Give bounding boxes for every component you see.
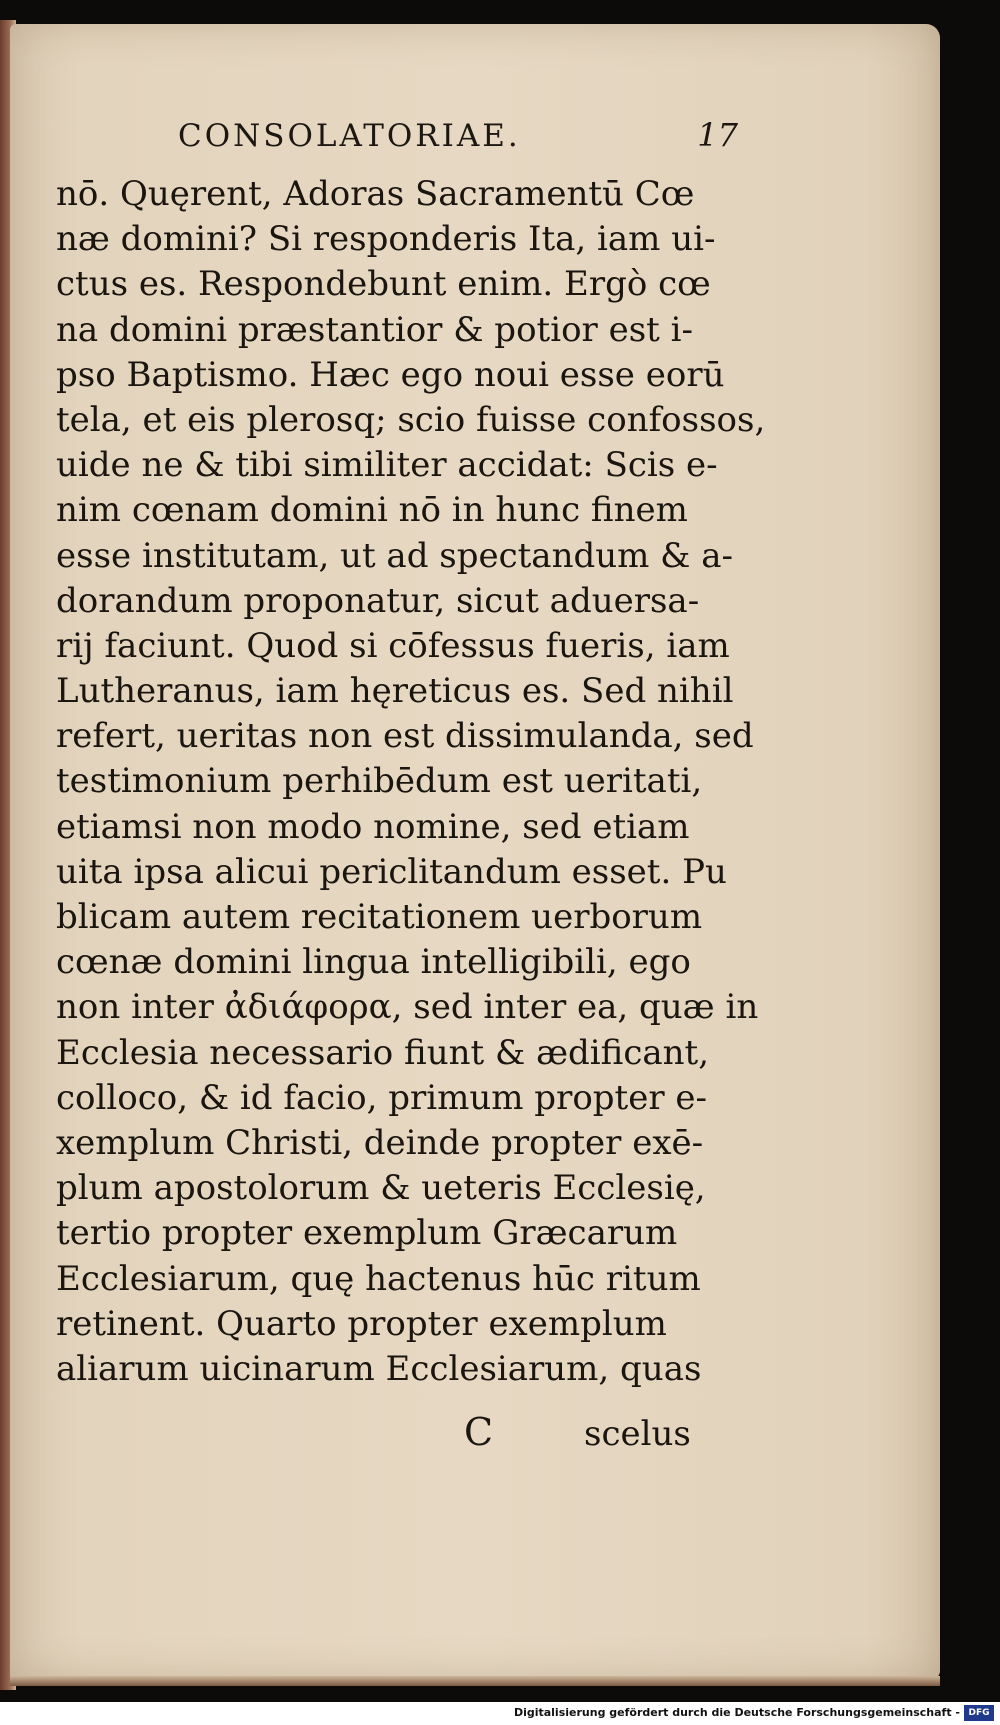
text-line: non inter ἀδιάφορα, sed inter ea, quæ in [56,987,759,1028]
text-line: dorandum proponatur, sicut aduersa- [56,580,700,621]
page-bottom-edge [10,1676,940,1686]
credit-bar [0,1702,1000,1725]
text-line: esse institutam, ut ad spectandum & a- [56,535,734,576]
text-line: plum apostolorum & ueteris Ecclesię, [56,1168,706,1209]
signature-mark: C [464,1410,494,1454]
text-line: tertio propter exemplum Græcarum [56,1213,678,1254]
text-line: colloco, & id facio, primum propter e- [56,1077,708,1118]
text-line: na domini præstantior & potior est i- [56,309,694,350]
text-line: nō. Quęrent, Adoras Sacramentū Cœ [56,174,695,214]
text-line: cœnæ domini lingua intelligibili, ego [56,942,691,983]
body-text [56,172,776,1392]
credit-text: Digitalisierung gefördert durch die Deutsche Forschungsgemeinschaft - [513,1706,960,1719]
page-footer [460,1410,760,1466]
text-line: ctus es. Respondebunt enim. Ergò cœ [56,264,711,305]
text-line: nim cœnam domini nō in hunc finem [56,490,688,531]
text-line: blicam autem recitationem uerborum [56,897,703,937]
text-line: xemplum Christi, deinde propter exē- [56,1122,704,1163]
text-line: retinent. Quarto propter exemplum [56,1303,667,1344]
text-line: testimonium perhibēdum est ueritati, [56,761,703,802]
page-number: 17 [697,116,738,154]
text-line: Lutheranus, iam hęreticus es. Sed nihil [56,671,734,712]
text-line: næ domini? Si responderis Ita, iam ui- [56,219,716,260]
dfg-logo: DFG [964,1705,994,1721]
text-line: Ecclesia necessario fiunt & ædificant, [56,1032,710,1073]
catchword: scelus [584,1414,691,1454]
text-line: etiamsi non modo nomine, sed etiam [56,806,690,847]
text-line: Ecclesiarum, quę hactenus hūc ritum [56,1258,701,1299]
text-line: aliarum uicinarum Ecclesiarum, quas [56,1348,702,1389]
running-head-title: CONSOLATORIAE. [178,118,521,154]
text-line: tela, et eis plerosq; scio fuisse confossos, [56,399,766,440]
text-line: rij faciunt. Quod si cōfessus fueris, iam [56,625,730,666]
text-line: uide ne & tibi similiter accidat: Scis e- [56,445,718,486]
text-line: pso Baptismo. Hæc ego noui esse eorū [56,354,725,395]
text-line: uita ipsa alicui periclitandum esset. Pu [56,851,727,892]
running-head [178,112,738,162]
text-line: refert, ueritas non est dissimulanda, sed [56,716,754,757]
